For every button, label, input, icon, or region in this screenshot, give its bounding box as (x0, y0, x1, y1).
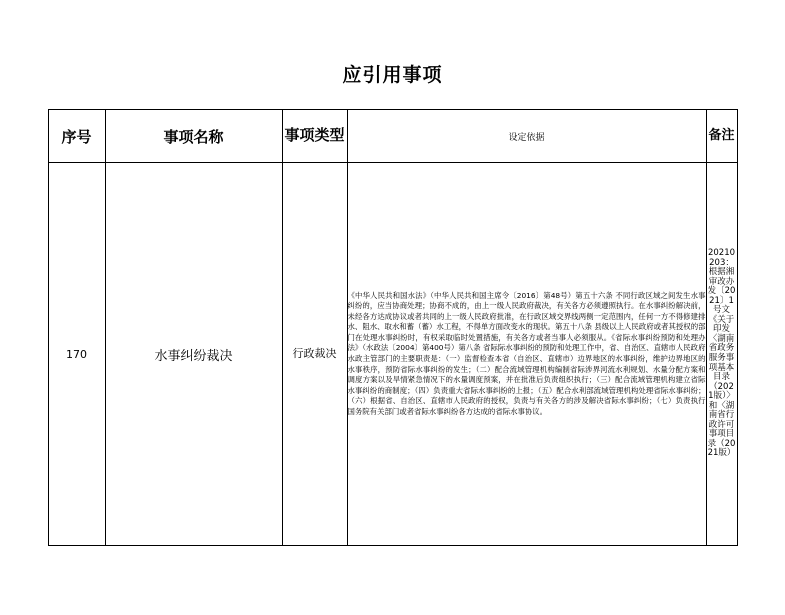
table-row (48, 163, 737, 546)
cell-basis: 《中华人民共和国水法》（中华人民共和国主席令〔2016〕第48号）第五十六条 不同行政区域之间发生水事纠纷的，应当协商处理；协商不成的，由上一级人民政府裁决，有关各方必须遵照执行。在水事纠纷解决前，未经各方达成协议或者共同的上一级人民政府批准，在行政区域交界线两侧一定范围内，任何一方不得修建排水、阻水、取水和蓄（蓄）水工程，不得单方面改变水的现状。第五十八条 县级以上人民政府或者其授权的部门在处理水事纠纷时，有权采取临时处置措施，有关各方或者当事人必须服从。《省际水事纠纷预防和处理办法》（水政法〔2004〕第400号）第八条 省际际水事纠纷的预防和处理工作中，省、自治区、直辖市人民政府水政主管部门的主要职责是：（一）监督检查本省（自治区、直辖市）边界地区的水事纠纷，维护边界地区的水事秩序，预防省际水事纠纷的发生；（二）配合流域管理机构编制省际涉界河流水利规划、水量分配方案和调度方案以及旱情紧急情况下的水量调度预案，并在批准后负责组织执行；（三）配合流域管理机构建立省际水事纠纷的商制度；（四）负责重大省际水事纠纷的上报；（五）配合水利部流域管理机构处理省际水事纠纷；（六）根据省、自治区、直辖市人民政府的授权，负责与有关各方的涉及解决省际水事纠纷；（七）负责执行国务院有关部门或者省际水事纠纷各方达成的省际水事协议。 (347, 163, 706, 546)
table-header-row (48, 110, 737, 163)
cell-name: 水事纠纷裁决 (105, 163, 282, 546)
cell-remark: 20210203：根据湘审改办发〔2021〕1号文《关于印发〈湖南省政务服务事项基本目录（2021版）〉和〈湖南省行政许可事项目录（2021版） (706, 163, 737, 546)
cell-seq: 170 (48, 163, 105, 546)
document-page (0, 60, 785, 615)
column-header-name: 事项名称 (105, 110, 282, 163)
column-header-seq: 序号 (48, 110, 105, 163)
page-title: 应引用事项 (342, 64, 443, 86)
column-header-remark: 备注 (706, 110, 737, 163)
cell-type: 行政裁决 (282, 163, 347, 546)
matters-table (48, 109, 738, 546)
column-header-type: 事项类型 (282, 110, 347, 163)
column-header-basis: 设定依据 (347, 110, 706, 163)
